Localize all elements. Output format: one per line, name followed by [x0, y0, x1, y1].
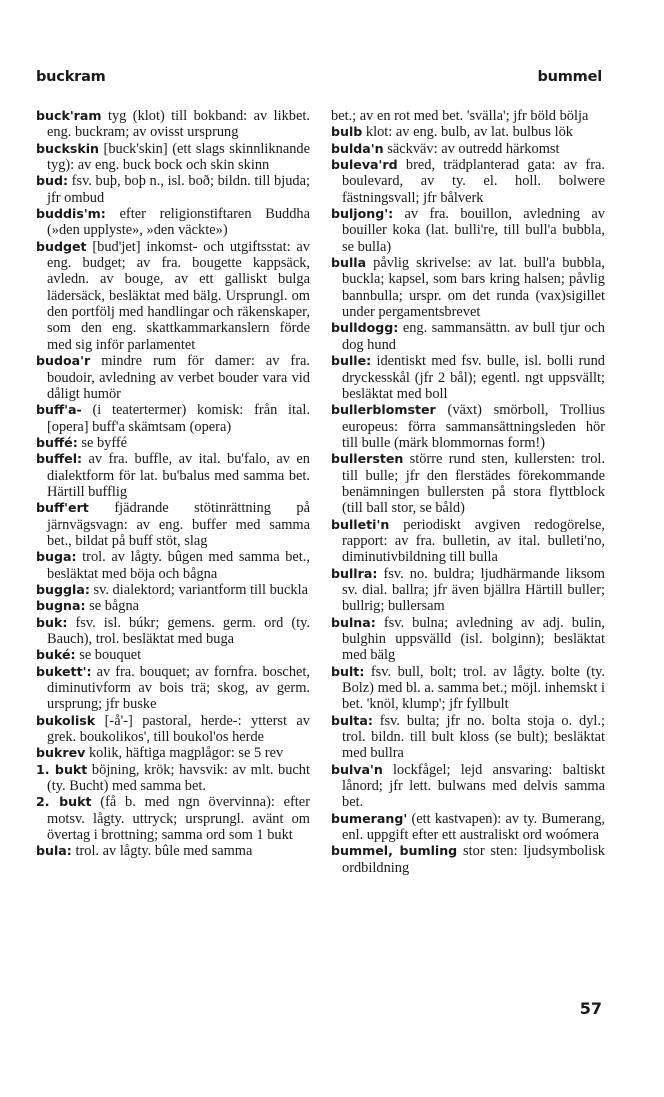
entry-headword: bummel, bumling: [331, 843, 458, 859]
right-column: [331, 108, 605, 876]
entry-definition: säckväv: av outredd härkomst: [387, 140, 560, 157]
dictionary-entry: [331, 566, 605, 615]
dictionary-entry: [36, 843, 310, 859]
dictionary-entry: [331, 353, 605, 402]
dictionary-entry: [36, 141, 310, 174]
dictionary-entry: [36, 239, 310, 353]
dictionary-entry: [331, 451, 605, 516]
entry-definition: tyg (klot) till bokband: av likbet. eng. buckram; av ovisst ursprung: [47, 108, 310, 141]
dictionary-entry: [36, 206, 310, 239]
entry-headword: buggla:: [36, 581, 90, 597]
entry-headword: buck'ram: [36, 108, 102, 123]
entry-definition: [buck'skin] (ett slags skinnliknande tyg): av eng. buck bock och skin skinn: [47, 140, 310, 174]
dictionary-entry: [36, 598, 310, 614]
dictionary-entry: [331, 157, 605, 206]
entry-headword: budget: [36, 238, 87, 254]
dictionary-entry: [331, 402, 605, 451]
header-right-guide-word: bummel: [537, 69, 602, 85]
dictionary-entry: [36, 713, 310, 746]
entry-headword: bukolisk: [36, 712, 96, 728]
entry-definition: klot: av eng. bulb, av lat. bulbus lök: [365, 124, 573, 141]
entry-definition: kolik, häftiga magplågor: se 5 rev: [88, 745, 284, 762]
entry-definition: [bud'jet] inkomst- och utgiftsstat: av eng. budget; av fra. bougette kappsäck, avledn. av bouge, av ett galliskt bulga lädersäck, besläktat med bälg. Ursprungl. om den portfölj med handlingar och räkenskaper, som den eng. skattkammarkanslern förde med sig inför parlamentet: [47, 238, 310, 353]
dictionary-entry: [331, 108, 605, 124]
entry-definition: fsv. bulna; avledning av adj. bulin, bulghin uppsvälld (isl. bolginn); besläktat med bälg: [342, 614, 605, 664]
entry-definition: se byffé: [81, 434, 128, 451]
entry-headword: buckskin: [36, 140, 99, 156]
entry-headword: bulldogg:: [331, 320, 399, 336]
dictionary-entry: [331, 762, 605, 811]
dictionary-entry: [36, 500, 310, 549]
entry-headword: bult:: [331, 663, 365, 679]
entry-headword: bula:: [36, 843, 72, 859]
entry-headword: budoa'r: [36, 353, 91, 369]
entry-headword: bukett':: [36, 663, 92, 679]
dictionary-entry: [331, 664, 605, 713]
entry-definition: påvlig skrivelse: av lat. bull'a bubbla, buckla; kapsel, som bars kring halsen; påvlig bannbulla; urspr. om det runda (vax)sigillet under pergamentsbrevet: [342, 255, 605, 321]
entry-headword: buddis'm:: [36, 206, 106, 222]
header-left-guide-word: buckram: [36, 69, 106, 85]
entry-headword: buljong':: [331, 206, 394, 222]
dictionary-entry: [36, 615, 310, 648]
entry-definition: lockfågel; lejd ansvaring: baltiskt lånord; jfr lett. bulwans med delvis samma bet.: [342, 761, 605, 811]
entry-definition: (i teatertermer) komisk: från ital. [opera] buff'a skämtsam (opera): [47, 402, 310, 435]
dictionary-entry: [36, 664, 310, 713]
dictionary-entry: [331, 713, 605, 762]
entry-headword: bulle:: [331, 353, 372, 369]
dictionary-entry: [36, 108, 310, 141]
entry-headword: bugna:: [36, 598, 86, 614]
dictionary-entry: [331, 255, 605, 320]
entry-headword: bukrev: [36, 745, 86, 761]
entry-definition: trol. av lågty. bûle med samma: [75, 843, 253, 860]
entry-definition: (växt) smörboll, Trollius europeus: förra sammansättningsleden hör till bulle (märk blommornas form!): [342, 402, 605, 451]
entry-definition: identiskt med fsv. bulle, isl. bolli rund dryckesskål (jfr 2 bål); egentl. ngt uppsvällt; besläktat med boll: [342, 353, 605, 402]
entry-definition: fjädrande stötinrättning på järnvägsvagn: av eng. buffer med samma bet., bildat på buff stöt, slag: [47, 500, 310, 549]
dictionary-entry: [36, 353, 310, 402]
dictionary-entry: [36, 762, 310, 795]
entry-headword: buké:: [36, 647, 76, 663]
left-column: [36, 108, 310, 860]
dictionary-entry: [331, 615, 605, 664]
entry-definition: (ett kastvapen): av ty. Bumerang, enl. uppgift efter ett australiskt ord woómera: [342, 810, 605, 844]
dictionary-entry: [331, 811, 605, 844]
entry-definition: se bågna: [89, 598, 140, 615]
dictionary-entry: [331, 124, 605, 140]
entry-definition: (få b. med ngn övervinna): efter motsv. lågty. uttryck; ursprungl. avänt om övertag i brottning; samma ord som 1 bukt: [47, 794, 310, 844]
dictionary-entry: [36, 451, 310, 500]
dictionary-entry: [36, 647, 310, 663]
entry-headword: bulleti'n: [331, 516, 390, 532]
dictionary-entry: [36, 549, 310, 582]
entry-definition: fsv. buþ, boþ n., isl. boð; bildn. till bjuda; jfr ombud: [47, 173, 310, 206]
entry-headword: buffé:: [36, 434, 78, 450]
dictionary-entry: [331, 206, 605, 255]
dictionary-entry: [36, 582, 310, 598]
entry-headword: bulva'n: [331, 761, 383, 777]
entry-definition: stor sten: ljudsymbolisk ordbildning: [342, 843, 605, 876]
entry-definition: bet.; av en rot med bet. 'svälla'; jfr böld bölja: [331, 108, 589, 124]
entry-definition: [-å'-] pastoral, herde-: ytterst av grek. boukolikos', till boukol'os herde: [47, 712, 310, 746]
entry-definition: av fra. buffle, av ital. bu'falo, av en dialektform för lat. bu'balus med samma bet. Härtill bufflig: [47, 451, 310, 500]
dictionary-entry: [36, 794, 310, 843]
entry-definition: periodiskt avgiven redogörelse, rapport: av fra. bulletin, av ital. bulleti'no, diminutivbildning till bulla: [342, 516, 605, 566]
entry-headword: bulda'n: [331, 140, 384, 156]
dictionary-entry: [331, 141, 605, 157]
entry-headword: bullerblomster: [331, 402, 436, 418]
entry-definition: större rund sten, kullersten: trol. till bulle; jfr den flerstädes förekommande benämningen bullersten på stora flyttblock (till ball stor, se båld): [342, 451, 605, 517]
entry-headword: 2. bukt: [36, 794, 92, 810]
dictionary-entry: [331, 517, 605, 566]
page-number: 57: [579, 999, 602, 1018]
entry-headword: bulta:: [331, 712, 373, 728]
entry-headword: bulla: [331, 255, 367, 271]
entry-headword: bullra:: [331, 565, 378, 581]
dictionary-entry: [36, 435, 310, 451]
entry-definition: fsv. no. buldra; ljudhärmande liksom sv. dial. ballra; jfr även bjällra Härtill buller; bullrig; bullersam: [342, 565, 605, 615]
entry-definition: mindre rum för damer: av fra. boudoir, avledning av verbet bouder vara vid dåligt humör: [47, 353, 310, 402]
entry-headword: bulb: [331, 124, 363, 140]
entry-definition: se bouquet: [79, 647, 142, 664]
entry-definition: bred, trädplanterad gata: av fra. boulevard, av ty. el. holl. bolwere fästningsvall; jfr bålverk: [342, 157, 605, 206]
entry-headword: buk:: [36, 614, 68, 630]
entry-headword: buffel:: [36, 451, 83, 467]
entry-definition: trol. av lågty. bûgen med samma bet., besläktat med böja och bågna: [47, 549, 310, 582]
entry-definition: efter religionstiftaren Buddha (»den upplyste», »den väckte»): [47, 206, 310, 239]
entry-headword: bulna:: [331, 614, 376, 630]
entry-headword: bumerang': [331, 810, 408, 826]
entry-definition: böjning, krök; havsvik: av mlt. bucht (ty. Bucht) med samma bet.: [47, 761, 310, 795]
entry-definition: fsv. bull, bolt; trol. av lågty. bolte (ty. Bolz) med bl. a. samma bet.; möjl. inhemskt i bet. 'knöl, klump'; jfr fyllbult: [342, 663, 605, 713]
dictionary-entry: [331, 843, 605, 876]
dictionary-entry: [331, 320, 605, 353]
entry-definition: fsv. bulta; jfr no. bolta stoja o. dyl.; trol. bildn. till bult kloss (se bult); besläktat med bullra: [342, 712, 605, 762]
entry-headword: 1. bukt: [36, 761, 88, 777]
entry-headword: buleva'rd: [331, 157, 398, 173]
entry-definition: sv. dialektord; variantform till buckla: [93, 581, 308, 598]
entry-definition: av fra. bouquet; av fornfra. boschet, diminutivform av bois trä; skog, av germ. ursprung; jfr buske: [47, 663, 310, 713]
entry-headword: bud:: [36, 173, 69, 189]
dictionary-entry: [36, 402, 310, 435]
entry-headword: buff'a-: [36, 402, 82, 418]
dictionary-entry: [36, 745, 310, 761]
entry-headword: buff'ert: [36, 500, 89, 516]
entry-definition: av fra. bouillon, avledning av bouiller koka (lat. bulli're, till bull'a bubbla, se bulla): [342, 206, 605, 255]
entry-headword: buga:: [36, 549, 77, 565]
entry-definition: eng. sammansättn. av bull tjur och dog hund: [342, 320, 605, 353]
entry-definition: fsv. isl. búkr; gemens. germ. ord (ty. Bauch), trol. besläktat med buga: [47, 614, 310, 647]
dictionary-entry: [36, 173, 310, 206]
entry-headword: bullersten: [331, 451, 404, 467]
